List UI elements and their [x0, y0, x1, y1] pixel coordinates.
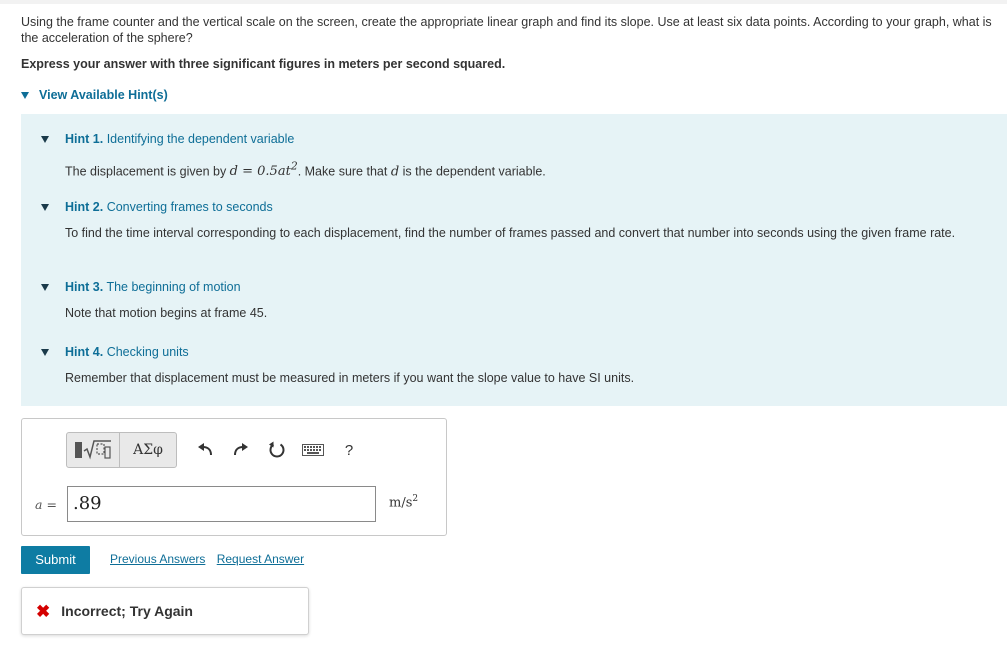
top-bar: [0, 0, 1007, 4]
undo-button[interactable]: [187, 433, 223, 467]
answer-links: [110, 552, 312, 566]
answer-box: [21, 418, 447, 536]
templates-icon: [73, 438, 113, 462]
hint-2-body: To find the time interval corresponding to each displacement, find the number of frames passed and convert that number into seconds using the given frame rate.: [65, 226, 956, 240]
hint-3-title: The beginning of motion: [106, 280, 241, 294]
hint-3-toggle[interactable]: [41, 280, 241, 294]
previous-answers-link[interactable]: Previous Answers: [110, 552, 206, 566]
hint-1-text: The displacement is given by: [65, 164, 230, 179]
hint-2-title: Converting frames to seconds: [106, 200, 273, 214]
help-button[interactable]: ?: [344, 441, 354, 459]
question-text: Using the frame counter and the vertical scale on the screen, create the appropriate linear graph and find its slope. Use at least six data points. According to your graph, what is the acceleration of the sphere?: [21, 15, 992, 45]
caret-down-icon: [21, 92, 29, 99]
equals-sign: =: [46, 497, 57, 512]
hints-panel: [21, 114, 1007, 406]
undo-icon: [197, 443, 213, 457]
keyboard-button[interactable]: [295, 433, 331, 467]
caret-down-icon: [41, 349, 49, 356]
caret-down-icon: [41, 204, 49, 211]
request-answer-link[interactable]: Request Answer: [216, 552, 305, 566]
unit-exponent: 2: [412, 494, 419, 504]
hint-1-number: Hint 1.: [65, 132, 104, 146]
answer-input[interactable]: .89: [67, 486, 376, 522]
reset-button[interactable]: [259, 433, 295, 467]
answer-instruction: Express your answer with three significant figures in meters per second squared.: [21, 57, 506, 71]
keyboard-icon: [302, 444, 324, 456]
hint-2-number: Hint 2.: [65, 200, 104, 214]
view-hints-toggle[interactable]: [21, 88, 168, 102]
view-hints-label: View Available Hint(s): [39, 88, 168, 102]
caret-down-icon: [41, 284, 49, 291]
feedback-message: Incorrect; Try Again: [61, 603, 193, 619]
hint-1-text-mid: . Make sure that: [297, 164, 391, 179]
hint-1-text-end: is the dependent variable.: [399, 164, 546, 179]
feedback-box: [21, 587, 309, 635]
unit-text: m/s: [389, 495, 413, 511]
hint-1-title: Identifying the dependent variable: [106, 132, 295, 146]
redo-button[interactable]: [223, 433, 259, 467]
submit-button[interactable]: Submit: [21, 546, 90, 574]
templates-button[interactable]: [67, 433, 120, 467]
math-toolbar: [66, 432, 367, 468]
x-icon: ✖: [36, 601, 51, 621]
hint-2-toggle[interactable]: [41, 200, 273, 214]
hint-3-number: Hint 3.: [65, 280, 104, 294]
hint-4-toggle[interactable]: [41, 345, 189, 359]
hint-4-body: Remember that displacement must be measured in meters if you want the slope value to have SI units.: [65, 371, 635, 385]
answer-unit: [389, 494, 418, 510]
displacement-formula: $d = 0.5at^2$: [229, 160, 298, 180]
hint-3-body: Note that motion begins at frame 45.: [65, 306, 268, 320]
hint-4-title: Checking units: [106, 345, 189, 359]
hint-1-toggle[interactable]: [41, 132, 294, 146]
greek-symbols-button[interactable]: ΑΣφ: [133, 442, 163, 458]
hint-1-body: [65, 159, 975, 180]
redo-icon: [233, 443, 249, 457]
caret-down-icon: [41, 136, 49, 143]
dependent-var: d: [390, 164, 400, 180]
variable-name: a: [35, 497, 43, 512]
hint-4-number: Hint 4.: [65, 345, 104, 359]
answer-variable-label: [35, 497, 57, 512]
reset-icon: [268, 441, 286, 459]
math-tool-group: [66, 432, 177, 468]
